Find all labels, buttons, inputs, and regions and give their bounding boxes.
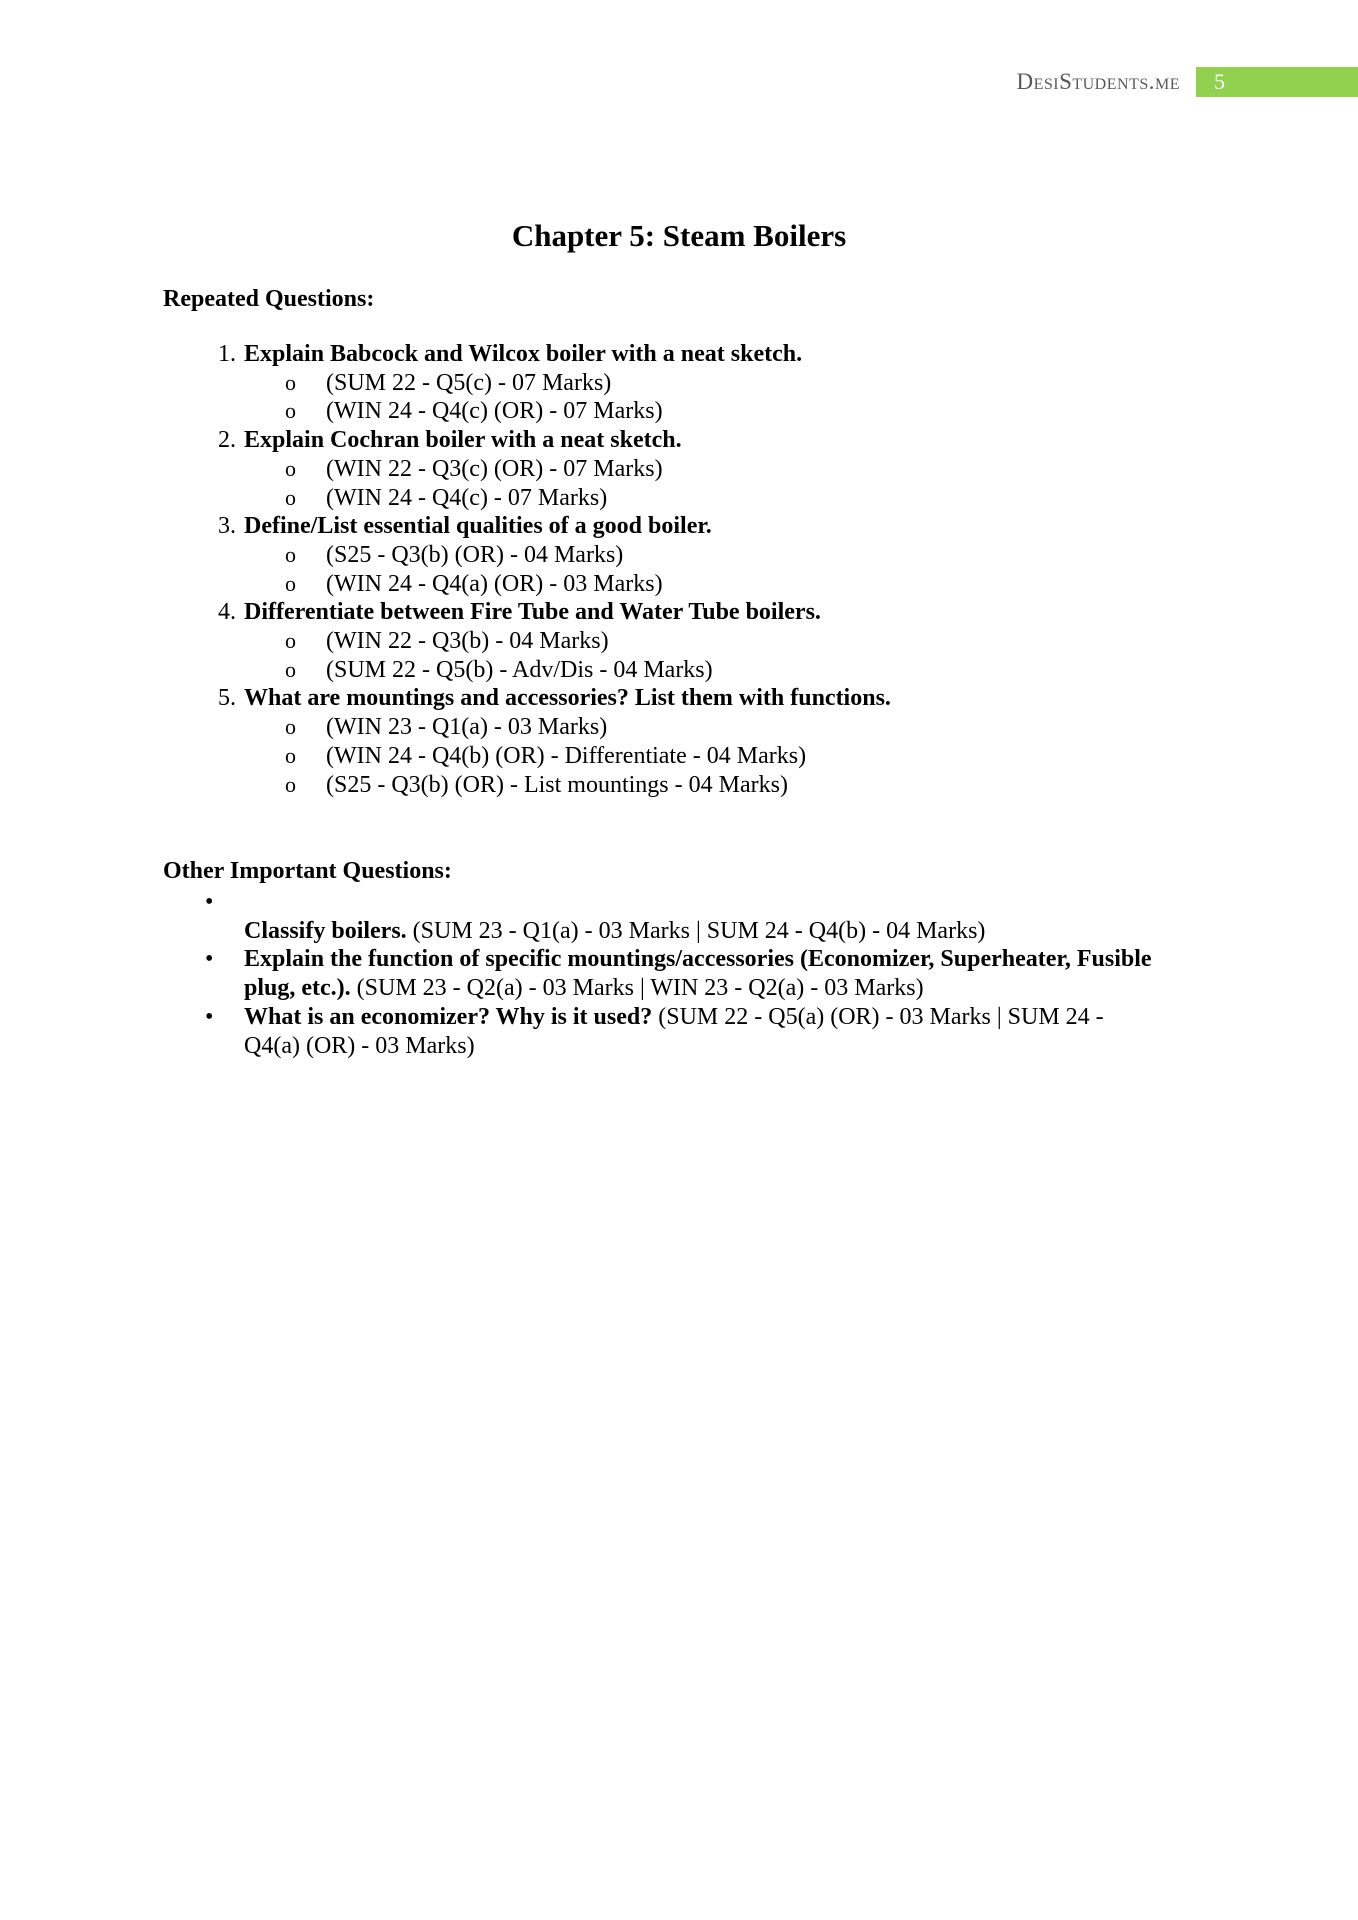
source-item — [163, 656, 1213, 685]
chapter-title: Chapter 5: Steam Boilers — [511, 218, 847, 253]
other-question-text: Explain the function of specific mountings/accessories (Economizer, Superheater, Fusible plug, etc.). — [244, 946, 1152, 1002]
source-text: (WIN 24 - Q4(b) (OR) - Differentiate - 04 Marks) — [326, 742, 807, 769]
source-text: (SUM 22 - Q5(c) - 07 Marks) — [326, 369, 612, 396]
other-question-body — [244, 917, 1163, 946]
empty-bullet-item — [163, 888, 1163, 917]
other-question-item — [163, 945, 1163, 1002]
other-question-sources: (SUM 22 - Q5(a) (OR) - 03 Marks | SUM 24 - Q4(a) (OR) - 03 Marks) — [244, 1003, 1104, 1059]
circle-bullet-icon: o — [285, 742, 296, 768]
other-question-sources: (SUM 23 - Q1(a) - 03 Marks | SUM 24 - Q4(b) - 04 Marks) — [406, 917, 986, 944]
question-number: 1. — [218, 341, 236, 367]
source-item — [163, 541, 1213, 570]
question-number: 4. — [218, 599, 236, 626]
other-question-body — [244, 945, 1163, 1002]
question-item — [163, 340, 1213, 369]
question-text: Explain Babcock and Wilcox boiler with a neat sketch. — [244, 341, 803, 367]
circle-bullet-icon: o — [285, 455, 296, 481]
other-question-body — [244, 1003, 1163, 1060]
question-number: 5. — [218, 685, 236, 712]
question-item — [163, 684, 1213, 713]
other-questions-heading: Other Important Questions: — [163, 858, 452, 884]
circle-bullet-icon: o — [285, 541, 296, 567]
source-text: (WIN 24 - Q4(a) (OR) - 03 Marks) — [326, 570, 663, 597]
source-text: (S25 - Q3(b) (OR) - List mountings - 04 Marks) — [326, 771, 788, 798]
circle-bullet-icon: o — [285, 369, 296, 395]
other-questions-list — [163, 888, 1163, 1060]
question-number: 3. — [218, 513, 236, 540]
bullet-icon: • — [205, 889, 214, 915]
page-number-badge: 5 — [1196, 67, 1358, 97]
source-item — [163, 713, 1213, 742]
source-text: (WIN 22 - Q3(b) - 04 Marks) — [326, 628, 609, 655]
source-item — [163, 484, 1213, 513]
other-question-item — [163, 917, 1163, 946]
source-text: (WIN 24 - Q4(c) (OR) - 07 Marks) — [326, 398, 663, 425]
circle-bullet-icon: o — [285, 771, 296, 797]
circle-bullet-icon: o — [285, 628, 296, 654]
question-text: Define/List essential qualities of a good boiler. — [244, 513, 712, 540]
source-text: (WIN 22 - Q3(c) (OR) - 07 Marks) — [326, 455, 663, 482]
question-item — [163, 512, 1213, 541]
source-item — [163, 771, 1213, 800]
circle-bullet-icon: o — [285, 714, 296, 740]
other-question-sources: (SUM 23 - Q2(a) - 03 Marks | WIN 23 - Q2(a) - 03 Marks) — [350, 975, 924, 1002]
source-item — [163, 627, 1213, 656]
question-text: Differentiate between Fire Tube and Water Tube boilers. — [244, 599, 821, 626]
source-text: (WIN 23 - Q1(a) - 03 Marks) — [326, 714, 608, 741]
source-item — [163, 742, 1213, 771]
circle-bullet-icon: o — [285, 484, 296, 510]
source-item — [163, 570, 1213, 599]
circle-bullet-icon: o — [285, 398, 296, 424]
source-item — [163, 369, 1213, 398]
other-question-text: What is an economizer? Why is it used? — [244, 1003, 653, 1030]
circle-bullet-icon: o — [285, 570, 296, 596]
other-question-text: Classify boilers. — [244, 917, 407, 944]
repeated-questions-list — [163, 340, 1213, 799]
question-item — [163, 598, 1213, 627]
question-text: Explain Cochran boiler with a neat sketch. — [244, 427, 682, 454]
repeated-questions-heading: Repeated Questions: — [163, 286, 375, 312]
bullet-icon: • — [205, 1003, 214, 1030]
question-text: What are mountings and accessories? List them with functions. — [244, 685, 891, 712]
site-name: DesiStudents.me — [1016, 69, 1180, 94]
question-item — [163, 426, 1213, 455]
source-text: (SUM 22 - Q5(b) - Adv/Dis - 04 Marks) — [326, 656, 713, 683]
source-text: (WIN 24 - Q4(c) - 07 Marks) — [326, 484, 608, 511]
other-question-item — [163, 1003, 1163, 1060]
source-text: (S25 - Q3(b) (OR) - 04 Marks) — [326, 541, 624, 568]
bullet-icon: • — [205, 946, 214, 973]
bullet-icon — [163, 917, 244, 946]
source-item — [163, 397, 1213, 426]
question-number: 2. — [218, 427, 236, 454]
circle-bullet-icon: o — [285, 656, 296, 682]
page-header — [1016, 67, 1358, 97]
source-item — [163, 455, 1213, 484]
